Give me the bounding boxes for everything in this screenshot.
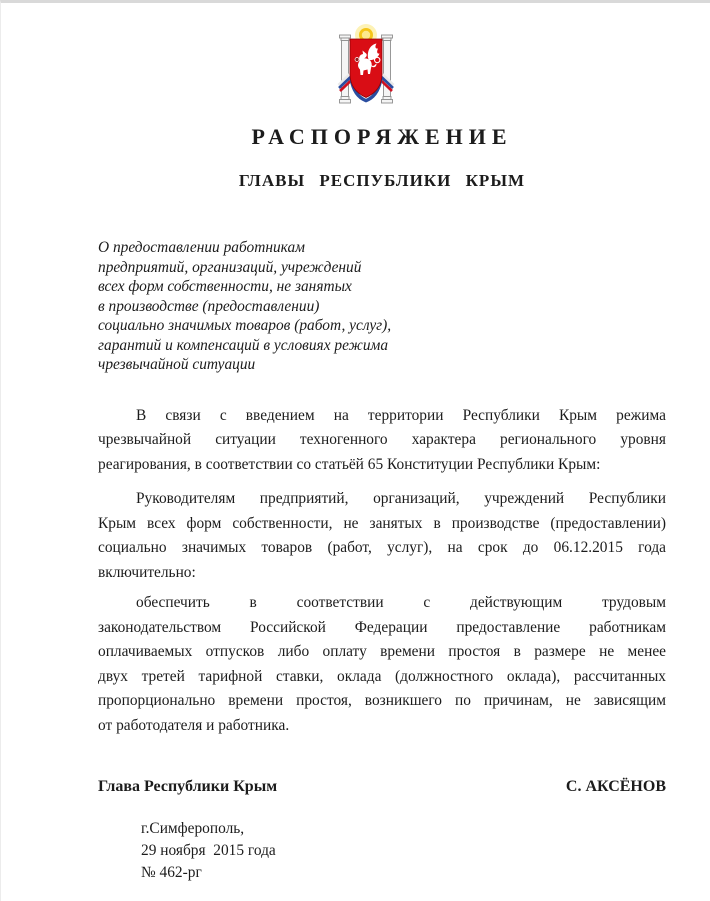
text-line: в производстве (предоставлении) (98, 297, 320, 315)
text-line: В связи с введением на территории Республики Крым режима (136, 406, 666, 424)
text-line: Руководителям предприятий, организаций, учреждений Республики (136, 490, 666, 507)
text-line: законодательством Российской Федерации предоставление работникам (98, 618, 666, 636)
signatory-name: С. АКСЁНОВ (565, 778, 666, 795)
document-content (98, 3, 666, 884)
issue-details (98, 818, 666, 884)
text-line: обеспечить в соответствии с действующим трудовым (136, 594, 666, 611)
document-number: № 462-рг (141, 864, 202, 881)
body-paragraph-2 (98, 487, 666, 585)
document-type-title: РАСПОРЯЖЕНИЕ (251, 124, 513, 149)
text-line: социально значимых товаров (работ, услуг), на срок до 06.12.2015 года (98, 539, 666, 556)
body-paragraph-1 (98, 404, 666, 478)
signature-row (98, 776, 666, 798)
text-line: от работодателя и работника. (98, 716, 290, 734)
text-line: оплачиваемых отпусков либо оплату времени простоя в размере не менее (98, 643, 666, 660)
text-line: двух третей тарифной ставки, оклада (должностного оклада), рассчитанных (98, 667, 666, 685)
text-line: реагирования, в соответствии со статьёй 65 Конституции Республики Крым: (98, 455, 601, 473)
issue-city: г.Симферополь, (141, 820, 245, 837)
text-line: чрезвычайной ситуации техногенного характера регионального уровня (98, 431, 666, 448)
text-line: О предоставлении работникам (98, 239, 305, 256)
text-line: чрезвычайной ситуации (98, 356, 256, 373)
text-line: включительно: (98, 563, 196, 581)
issue-date: 29 ноября 2015 года (141, 842, 276, 859)
body-paragraph-3 (98, 591, 666, 738)
text-line: предприятий, организаций, учреждений (98, 258, 362, 276)
subject-annotation (98, 238, 666, 375)
text-line: Крым всех форм собственности, не занятых в производстве (предоставлении) (98, 514, 666, 532)
text-line: гарантий и компенсаций в условиях режима (98, 336, 389, 354)
issuer-title: ГЛАВЫ РЕСПУБЛИКИ КРЫМ (238, 171, 526, 190)
text-line: социально значимых товаров (работ, услуг), (98, 317, 392, 334)
text-line: всех форм собственности, не занятых (98, 278, 352, 295)
signatory-position: Глава Республики Крым (98, 778, 278, 795)
text-line: пропорционально времени простоя, возникшего по причинам, не зависящим (98, 692, 666, 709)
